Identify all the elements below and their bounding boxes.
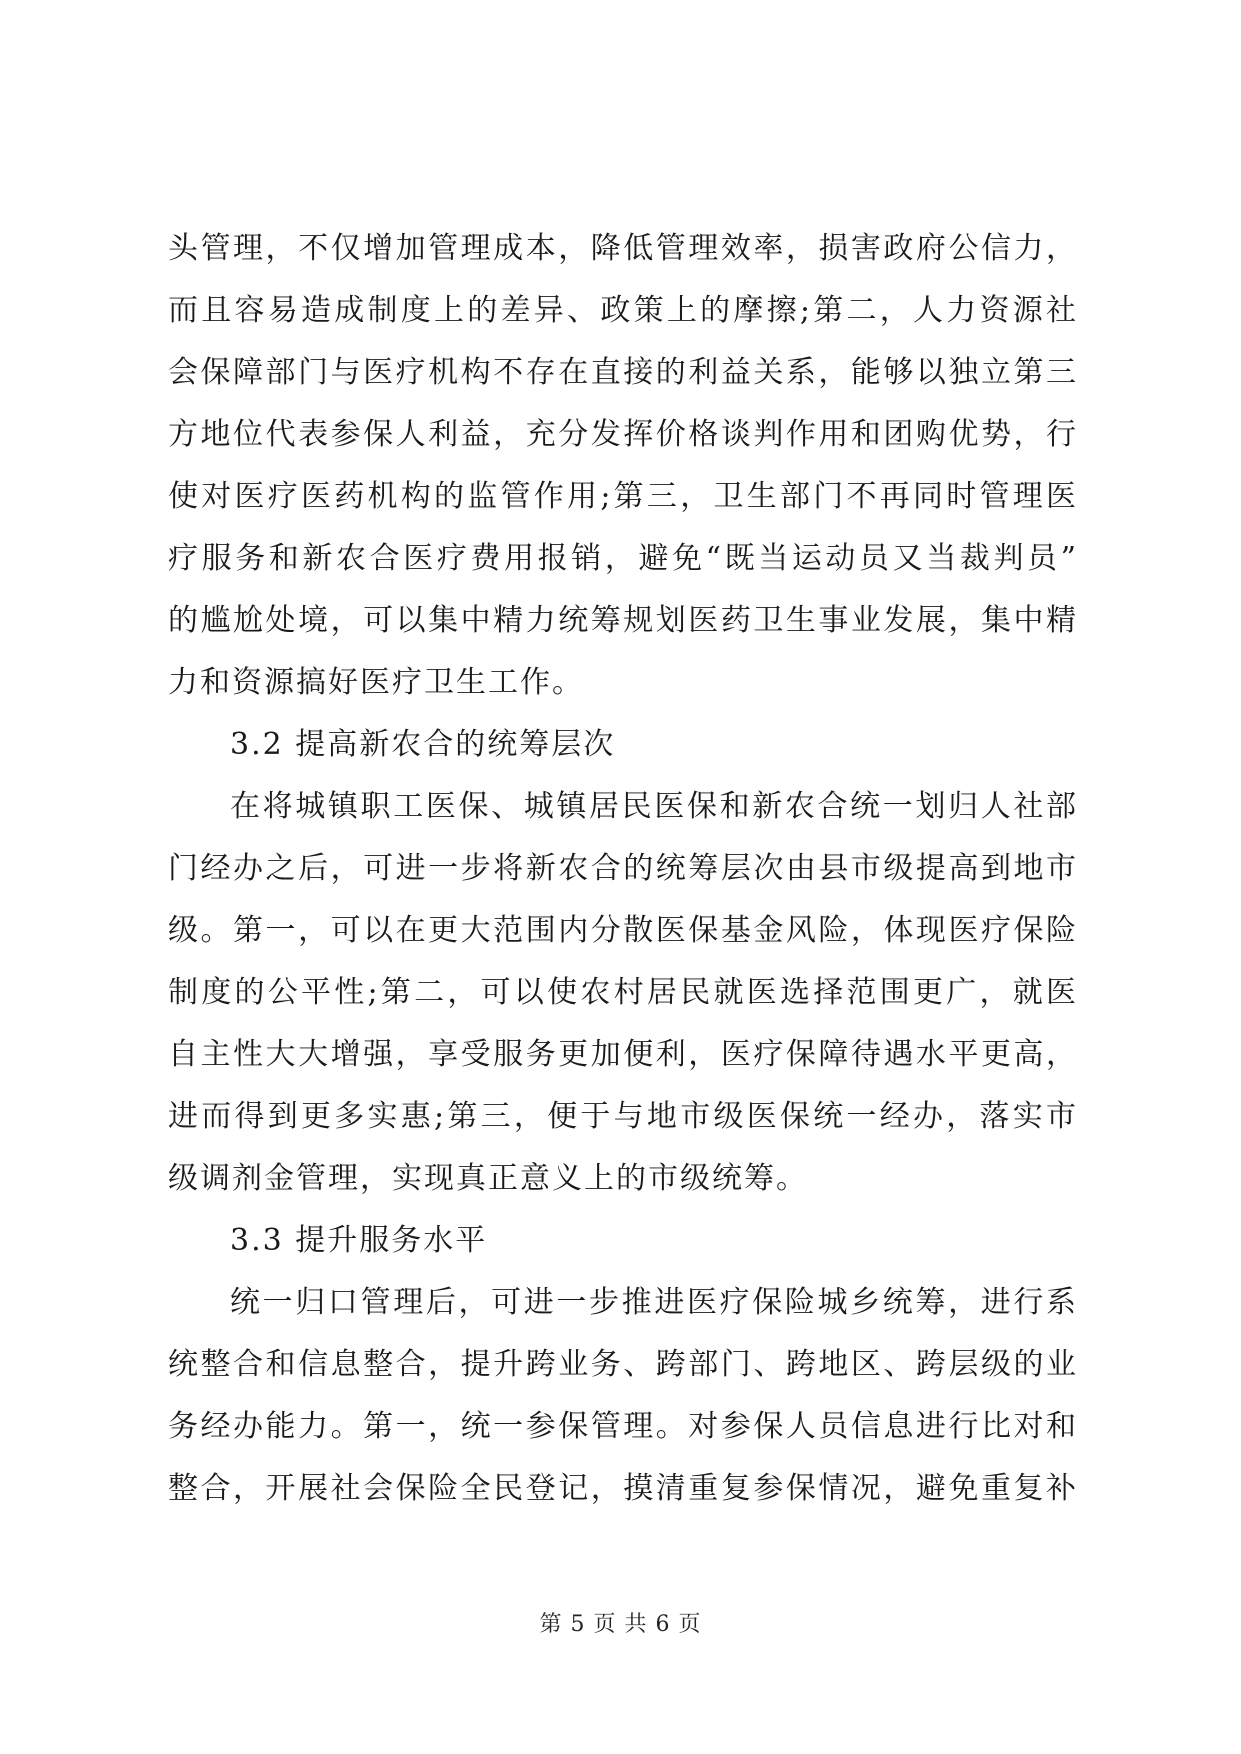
text-line: 在将城镇职工医保、城镇居民医保和新农合统一划归人社部: [230, 789, 1078, 824]
text-line: 的尴尬处境，可以集中精力统筹规划医药卫生事业发展，集中精: [168, 603, 1078, 638]
text-line: 务经办能力。第一，统一参保管理。对参保人员信息进行比对和: [168, 1409, 1078, 1444]
text-line: 疗服务和新农合医疗费用报销，避免“既当运动员又当裁判员”: [168, 541, 1078, 576]
text-line: 方地位代表参保人利益，充分发挥价格谈判作用和团购优势，行: [168, 417, 1078, 452]
text-line: 自主性大大增强，享受服务更加便利，医疗保障待遇水平更高，: [168, 1037, 1078, 1072]
text-line: 头管理，不仅增加管理成本，降低管理效率，损害政府公信力，: [168, 231, 1078, 266]
section-heading: 3.2 提高新农合的统筹层次: [230, 727, 616, 762]
text-line: 整合，开展社会保险全民登记，摸清重复参保情况，避免重复补: [168, 1471, 1078, 1506]
page-number-label: 第 5 页 共 6 页: [539, 1612, 702, 1637]
text-line: 统整合和信息整合，提升跨业务、跨部门、跨地区、跨层级的业: [168, 1347, 1078, 1382]
section-heading: 3.3 提升服务水平: [230, 1223, 488, 1258]
text-line: 力和资源搞好医疗卫生工作。: [168, 665, 584, 700]
text-line: 级。第一，可以在更大范围内分散医保基金风险，体现医疗保险: [168, 913, 1078, 948]
text-line: 而且容易造成制度上的差异、政策上的摩擦;第二，人力资源社: [168, 293, 1078, 328]
text-line: 使对医疗医药机构的监管作用;第三，卫生部门不再同时管理医: [168, 479, 1078, 514]
text-line: 门经办之后，可进一步将新农合的统筹层次由县市级提高到地市: [168, 851, 1078, 886]
text-line: 制度的公平性;第二，可以使农村居民就医选择范围更广，就医: [168, 975, 1078, 1010]
text-line: 级调剂金管理，实现真正意义上的市级统筹。: [168, 1161, 808, 1196]
page-footer: [0, 1607, 1241, 1638]
text-line: 会保障部门与医疗机构不存在直接的利益关系，能够以独立第三: [168, 355, 1078, 390]
text-line: 统一归口管理后，可进一步推进医疗保险城乡统筹，进行系: [230, 1285, 1078, 1320]
body-text: [168, 218, 1078, 1520]
text-line: 进而得到更多实惠;第三，便于与地市级医保统一经办，落实市: [168, 1099, 1078, 1134]
